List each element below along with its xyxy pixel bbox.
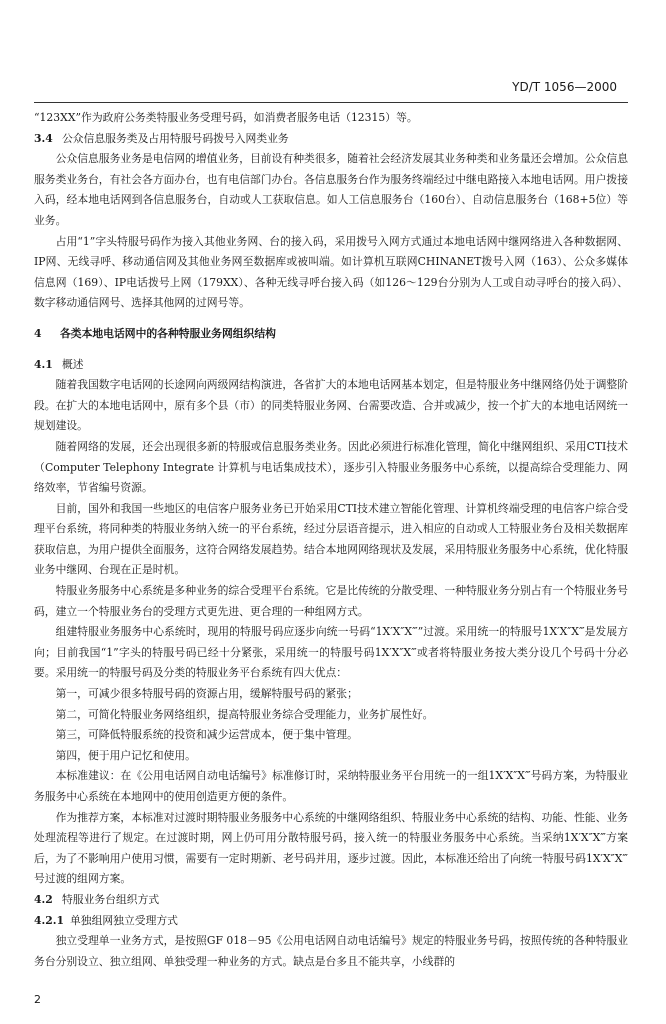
section-heading [34,129,628,150]
section-number: 4.2 [34,892,53,906]
section-title: 各类本地电话网中的各种特服业务网组织结构 [60,326,276,340]
paragraph: 第四，便于用户记忆和使用。 [55,748,196,762]
paragraph: 第三，可降低特服系统的投资和减少运营成本，便于集中管理。 [55,728,358,742]
section-number: 4.2.1 [34,913,65,927]
section-heading [34,890,628,911]
paragraph: “123XX”作为政府公务类特服业务受理号码，如消费者服务电话（12315）等。 [34,111,418,124]
section-title: 概述 [62,357,84,371]
section-number: 3.4 [34,131,53,145]
paragraph: 作为推荐方案，本标准对过渡时期特服业务服务中心系统的中继网络组织、特服业务中心系统的结构、功能、性能、业务处理流程等进行了规定。在过渡时期，网上仍可用分散特服号码，接入统一的特服业务服务中心系统。当采纳1X′X″X‴方案后，为了不影响用户使用习惯，需要有一定时期新、老号码并用，逐步过渡。因此，本标准还给出了向统一特服号码1X′X″X‴号过渡的组网方案。 [34,810,628,886]
section-heading [34,355,628,376]
section-title: 特服业务台组织方式 [62,892,160,906]
paragraph: 特服业务服务中心系统是多种业务的综合受理平台系统。它是比传统的分散受理、一种特服业务分别占有一个特服业务号码，建立一个特服业务台的受理方式更先进、更合理的一种组网方式。 [34,584,628,618]
paragraph: 独立受理单一业务方式，是按照GF 018－95《公用电话网自动电话编号》规定的特服业务号码，按照传统的各种特服业务台分别设立、独立组网、单独受理一种业务的方式。缺点是台多且不能共享，小线群的 [34,934,628,968]
section-number: 4.1 [34,357,53,371]
paragraph: 随着我国数字电话网的长途网向两级网结构演进，各省扩大的本地电话网基本划定，但是特服业务中继网络仍处于调整阶段。在扩大的本地电话网中，原有多个县（市）的同类特服业务网、台需要改造、合并或减少，按一个扩大的本地电话网统一规划建设。 [34,378,628,433]
section-number: 4 [34,326,42,340]
standard-number: YD/T 1056—2000 [512,80,617,94]
paragraph: 占用“1”字头特服号码作为接入其他业务网、台的接入码，采用拨号入网方式通过本地电话网中继网络进入各种数据网、IP网、无线寻呼、移动通信网及其他业务网至数据库或被叫端。如计算机互联网CHINANET拨号入网（163）、公众多媒体信息网（169）、IP电话拨号上网（179XX）、各种无线寻呼台接入码（如126～129台分别为人工或自动寻呼台的接入码）、数字移动通信网号、选择其他网的过网号等。 [34,234,628,310]
document-body [34,108,628,972]
paragraph: 组建特服业务服务中心系统时，现用的特服号码应逐步向统一号码“1X′X″X‴”过渡。采用统一的特服号1X′X″X‴是发展方向；目前我国“1”字头的特服号码已经十分紧张，采用统一的特服号码1X′X″X‴或者将特服业务按大类分设几个号码十分必要。采用统一的特服号码及分类的特服业务平台系统有四大优点： [34,625,628,680]
section-title: 公众信息服务类及占用特服号码拨号入网类业务 [62,131,289,145]
section-heading [34,911,628,932]
header-rule [34,102,628,103]
paragraph: 本标准建议：在《公用电话网自动电话编号》标准修订时，采纳特服业务平台用统一的一组1X′X″X‴号码方案，为特服业务服务中心系统在本地网中的使用创造更方便的条件。 [34,769,628,803]
paragraph: 第一，可减少很多特服号码的资源占用，缓解特服号码的紧张； [55,687,358,701]
paragraph: 公众信息服务业务是电信网的增值业务，目前设有种类很多，随着社会经济发展其业务种类和业务量还会增加。公众信息服务类业务台，有社会各方面办台，也有电信部门办台。各信息服务台作为服务终端经过中继电路接入本地电话网。用户拨接入码，经本地电话网到各信息服务台，自动或人工获取信息。如人工信息服务台（160台）、自动信息服务台（168+5位）等业务。 [34,152,628,227]
paragraph: 目前，国外和我国一些地区的电信客户服务业务已开始采用CTI技术建立智能化管理、计算机终端受理的电信客户综合受理平台系统，将同种类的特服业务纳入统一的平台系统，经过分层语音提示，进入相应的自动或人工特服业务台及相关数据库获取信息，为用户提供全面服务，这符合网络发展趋势。结合本地网网络现状及发展，采用特服业务服务中心系统，优化特服业务中继网、台现在正是时机。 [34,501,628,577]
section-heading [34,324,628,345]
paragraph: 第二，可简化特服业务网络组织，提高特服业务综合受理能力，业务扩展性好。 [55,707,434,721]
section-title: 单独组网独立受理方式 [70,913,178,927]
paragraph: 随着网络的发展，还会出现很多新的特服或信息服务类业务。因此必须进行标准化管理，简化中继网组织、采用CTI技术（Computer Telephony Integrate 计算机与电话集成技术），逐步引入特服业务服务中心系统，以提高综合受理能力、网络效率，节省编号资源。 [34,439,628,495]
page-number: 2 [34,993,41,1006]
